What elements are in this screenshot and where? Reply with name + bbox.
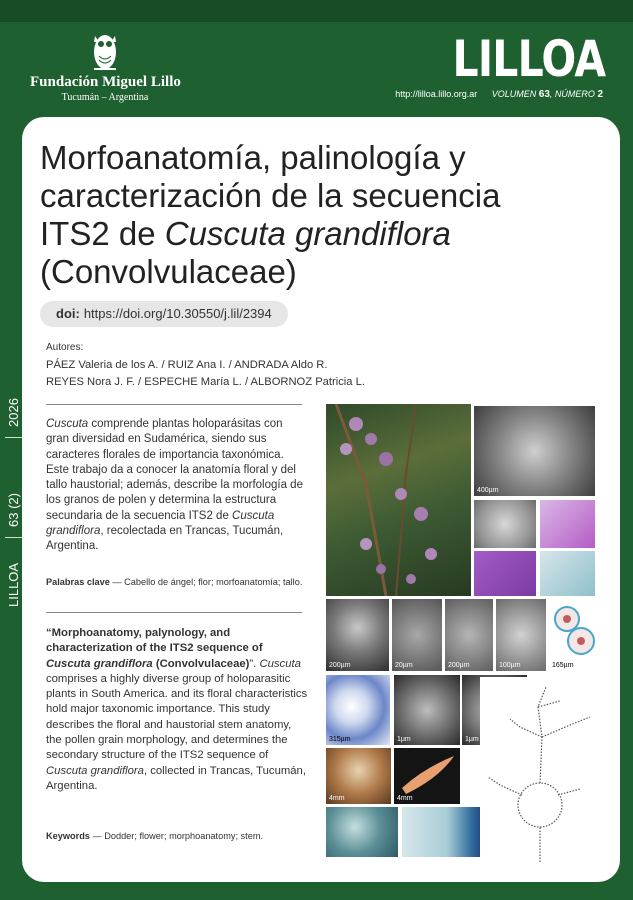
number-label: NÚMERO [554, 89, 595, 99]
publisher-name: Fundación Miguel Lillo [30, 74, 181, 90]
pollen-sem-image-1: 1µm [394, 675, 460, 745]
specimen-photo-1: 4mm [326, 748, 391, 804]
spine-divider [5, 537, 23, 538]
stained-tissue-image-1 [540, 500, 595, 548]
stem-histology-image-2 [402, 807, 484, 857]
spine-year: 2026 [6, 398, 21, 427]
specimen-photo-2: 4mm [394, 748, 460, 804]
issue-number: 2 [597, 89, 603, 100]
stained-tissue-image-3 [540, 551, 595, 596]
abstract-en: “Morphoanatomy, palynology, and characterization of the ITS2 sequence of Cuscuta grandiflora (Convolvulaceae)”. Cuscuta comprises a highly diverse group of holoparasitic plants in South America. and its floral characteristics hold major taxonomic importance. This study describes the floral and haustorial stem anatomy, the pollen grain morphology, and determines the secondary structure of the ITS2 sequence of Cuscuta grandiflora, collected in Trancas, Tucumán, Argentina. [46, 627, 308, 792]
spine [2, 385, 22, 625]
spine-issue: 63 (2) [6, 493, 21, 527]
stained-tissue-image-2 [474, 551, 536, 596]
owl-icon [90, 28, 120, 72]
content-card [22, 117, 620, 882]
article-title: Morfoanatomía, palinología y caracterización de la secuencia ITS2 de Cuscuta grandiflora (Convolvulaceae) [40, 139, 501, 290]
publisher-location: Tucumán – Argentina [61, 92, 149, 103]
authors-label: Autores: [46, 342, 84, 353]
doi-link[interactable]: https://doi.org/10.30550/j.lil/2394 [83, 306, 272, 321]
abstract-es: Cuscuta comprende plantas holoparásitas con gran diversidad en Sudamérica, siendo sus caracteres florales de importancia taxonómica. Este trabajo da a conocer la anatomía floral y del tallo haustorial; además, describe la morfología de los granos de polen y determina la estructura secundaria de la secuencia ITS2 de Cuscuta grandiflora, recolectada en Trancas, Tucumán, Argentina. [46, 418, 303, 553]
sem-image-1: 200µm [326, 599, 389, 671]
stem-histology-image-1 [326, 807, 398, 857]
journal-title: LILLOA [452, 30, 605, 88]
doi-label: doi: [56, 306, 80, 321]
top-bar [0, 0, 633, 22]
sem-cells-image [474, 500, 536, 548]
volume-label: VOLUMEN [491, 89, 537, 99]
publisher-logo [30, 28, 180, 113]
keywords-en: Keywords — Dodder; flower; morphoanatomy; stem. [46, 831, 264, 841]
pollen-sem-image-2: 1µm [462, 675, 527, 745]
sem-image-2: 20µm [392, 599, 442, 671]
spine-journal: LILLOA [6, 562, 21, 607]
doi-pill[interactable] [40, 301, 288, 327]
sem-image-3: 200µm [445, 599, 493, 671]
divider [46, 404, 302, 405]
anther-section-image: 165µm [549, 599, 599, 671]
keywords-es: Palabras clave — Cabello de ángel; flor; morfoanatomía; tallo. [46, 577, 303, 587]
its2-secondary-structure [480, 677, 600, 862]
spine-divider [5, 437, 23, 438]
flower-photo [326, 404, 471, 596]
sem-image-4: 100µm [496, 599, 546, 671]
authors-list: PÁEZ Valeria de los A. / RUIZ Ana I. / ANDRADA Aldo R. REYES Nora J. F. / ESPECHE María L. / ALBORNOZ Patricia L. [46, 359, 365, 388]
journal-meta: http://lilloa.lillo.org.ar VOLUMEN 63, NÚMERO 2 [395, 89, 603, 100]
sem-flower-image: 400µm [474, 406, 595, 496]
stem-section-image: 315µm [326, 675, 390, 745]
divider [46, 612, 302, 613]
journal-url[interactable]: http://lilloa.lillo.org.ar [395, 89, 478, 99]
volume-number: 63 [538, 89, 550, 100]
